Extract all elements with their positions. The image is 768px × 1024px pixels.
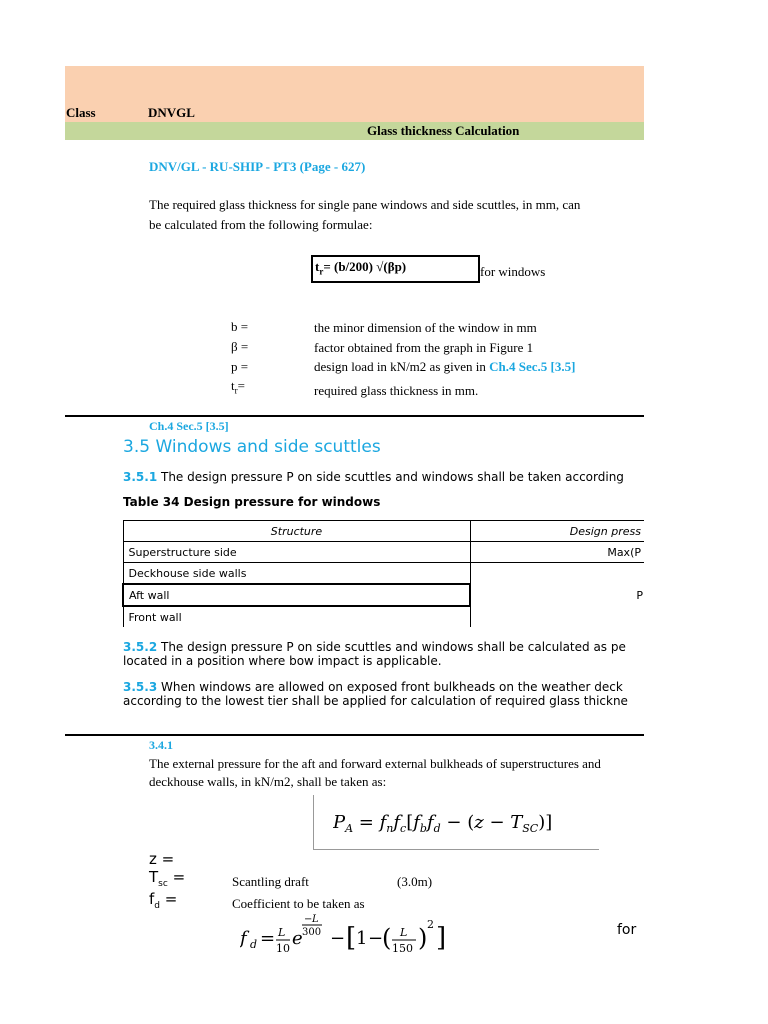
svg-text:10: 10 xyxy=(276,942,290,955)
pa-equation-graphic xyxy=(333,810,583,836)
table-header-structure: Structure xyxy=(123,521,470,542)
table-header-pressure: Design press xyxy=(470,521,644,542)
design-pressure-table-wrap xyxy=(122,520,644,627)
var-fd-base: f xyxy=(149,890,155,908)
section1-para-3 xyxy=(123,680,644,708)
def-b-symbol: b = xyxy=(231,319,249,334)
var-tsc-base: T xyxy=(149,868,159,886)
table-row xyxy=(123,542,644,563)
svg-text:2: 2 xyxy=(427,918,434,931)
section2-line-2: deckhouse walls, in kN/m2, shall be taken as: xyxy=(149,774,387,789)
def-p-text: design load in kN/m2 as given in xyxy=(314,359,490,374)
var-fd-symbol xyxy=(149,890,177,911)
var-tsc-sub: sc xyxy=(158,879,168,889)
svg-text:300: 300 xyxy=(302,927,322,938)
pa-equation-text: $P_A = f_nf_c[f_bf_d - (z - T_{SC})]$ xyxy=(333,812,553,835)
para-1-text: The design pressure P on side scuttles and windows shall be taken according xyxy=(157,470,624,484)
divider-1 xyxy=(65,415,644,417)
svg-text:−: − xyxy=(304,914,313,925)
fd-equation xyxy=(240,908,480,963)
table-header-row xyxy=(123,521,644,542)
def-p-desc xyxy=(314,359,575,375)
table-cell-structure: Front wall xyxy=(123,606,470,627)
para-3-number: 3.5.3 xyxy=(123,680,158,694)
intro-line-1: The required glass thickness for single pane windows and side scuttles, in mm, can xyxy=(149,197,581,212)
fd-equation-graphic xyxy=(240,908,480,958)
def-t-symbol xyxy=(231,378,245,396)
svg-text:]: ] xyxy=(436,923,447,953)
def-beta-desc: factor obtained from the graph in Figure 1 xyxy=(314,340,534,355)
fd-equation-for: for xyxy=(617,922,637,938)
def-p-ref: Ch.4 Sec.5 [3.5] xyxy=(489,359,576,374)
def-beta-symbol: β = xyxy=(231,339,249,354)
def-t-sub: r xyxy=(234,385,238,396)
formula-rest: = (b/200) √(βp) xyxy=(323,259,407,274)
table-cell-pressure: Max(P xyxy=(470,542,644,563)
var-tsc-desc: Scantling draft xyxy=(232,874,309,889)
svg-text:L: L xyxy=(312,914,319,925)
svg-text:L: L xyxy=(400,926,408,939)
calc-title: Glass thickness Calculation xyxy=(367,123,520,138)
section1-para-2 xyxy=(123,640,644,668)
table-row xyxy=(123,563,644,585)
var-fd-desc: Coefficient to be taken as xyxy=(232,896,365,911)
svg-text:e: e xyxy=(292,928,303,949)
svg-text:L: L xyxy=(278,926,286,939)
var-fd-tail: = xyxy=(160,890,178,908)
def-t-desc: required glass thickness in mm. xyxy=(314,383,479,398)
divider-2 xyxy=(65,734,644,736)
pa-equation xyxy=(333,810,583,841)
var-fd-sub: d xyxy=(154,901,160,911)
var-tsc-extra: (3.0m) xyxy=(397,874,433,889)
section1-para-1 xyxy=(123,470,644,484)
class-value: DNVGL xyxy=(148,105,195,120)
svg-text:): ) xyxy=(418,924,428,952)
para-3-text-1: When windows are allowed on exposed front bulkheads on the weather deck xyxy=(157,680,623,694)
pa-equation-svg xyxy=(333,812,583,841)
formula-sub: r xyxy=(319,266,324,277)
table-cell-structure: Superstructure side xyxy=(123,542,470,563)
para-3-text-2: according to the lowest tier shall be applied for calculation of required glass thickne xyxy=(123,694,628,708)
reference-link: DNV/GL - RU-SHIP - PT3 (Page - 627) xyxy=(149,159,366,174)
var-z-symbol: z = xyxy=(149,850,175,868)
para-2-text-1: The design pressure P on side scuttles and windows shall be calculated as pe xyxy=(157,640,626,654)
svg-text:−: − xyxy=(330,928,346,949)
formula-note: for windows xyxy=(480,264,546,279)
intro-line-2: be calculated from the following formulae: xyxy=(149,217,373,232)
svg-text:(: ( xyxy=(382,924,392,952)
def-t-base: t xyxy=(231,378,235,393)
class-label: Class xyxy=(66,105,96,120)
section1-heading: 3.5 Windows and side scuttles xyxy=(123,437,381,457)
table-cell-pressure-merged: P xyxy=(470,563,644,628)
svg-text:1: 1 xyxy=(356,928,368,949)
svg-text:−: − xyxy=(368,928,384,949)
svg-text:=: = xyxy=(260,928,276,949)
formula-text xyxy=(315,259,406,277)
var-tsc-tail: = xyxy=(167,868,186,886)
def-p-symbol: p = xyxy=(231,359,249,374)
title-band xyxy=(65,122,644,140)
para-1-number: 3.5.1 xyxy=(123,470,158,484)
svg-text:[: [ xyxy=(346,923,357,953)
table-cell-structure: Aft wall xyxy=(123,584,470,606)
section2-ref: 3.4.1 xyxy=(149,738,173,752)
table-title: Table 34 Design pressure for windows xyxy=(123,495,381,509)
table-cell-structure: Deckhouse side walls xyxy=(123,563,470,585)
svg-text:150: 150 xyxy=(392,942,413,955)
svg-text:d: d xyxy=(250,938,258,951)
def-b-desc: the minor dimension of the window in mm xyxy=(314,320,537,335)
para-2-text-2: located in a position where bow impact is applicable. xyxy=(123,654,442,668)
design-pressure-table xyxy=(122,520,644,627)
svg-text:f: f xyxy=(240,928,247,949)
var-tsc-symbol xyxy=(149,868,185,889)
para-2-number: 3.5.2 xyxy=(123,640,158,654)
formula-t: t xyxy=(315,259,320,274)
def-t-tail: = xyxy=(237,378,245,393)
section1-ref: Ch.4 Sec.5 [3.5] xyxy=(149,419,229,433)
section2-line-1: The external pressure for the aft and forward external bulkheads of superstructures and xyxy=(149,756,601,771)
